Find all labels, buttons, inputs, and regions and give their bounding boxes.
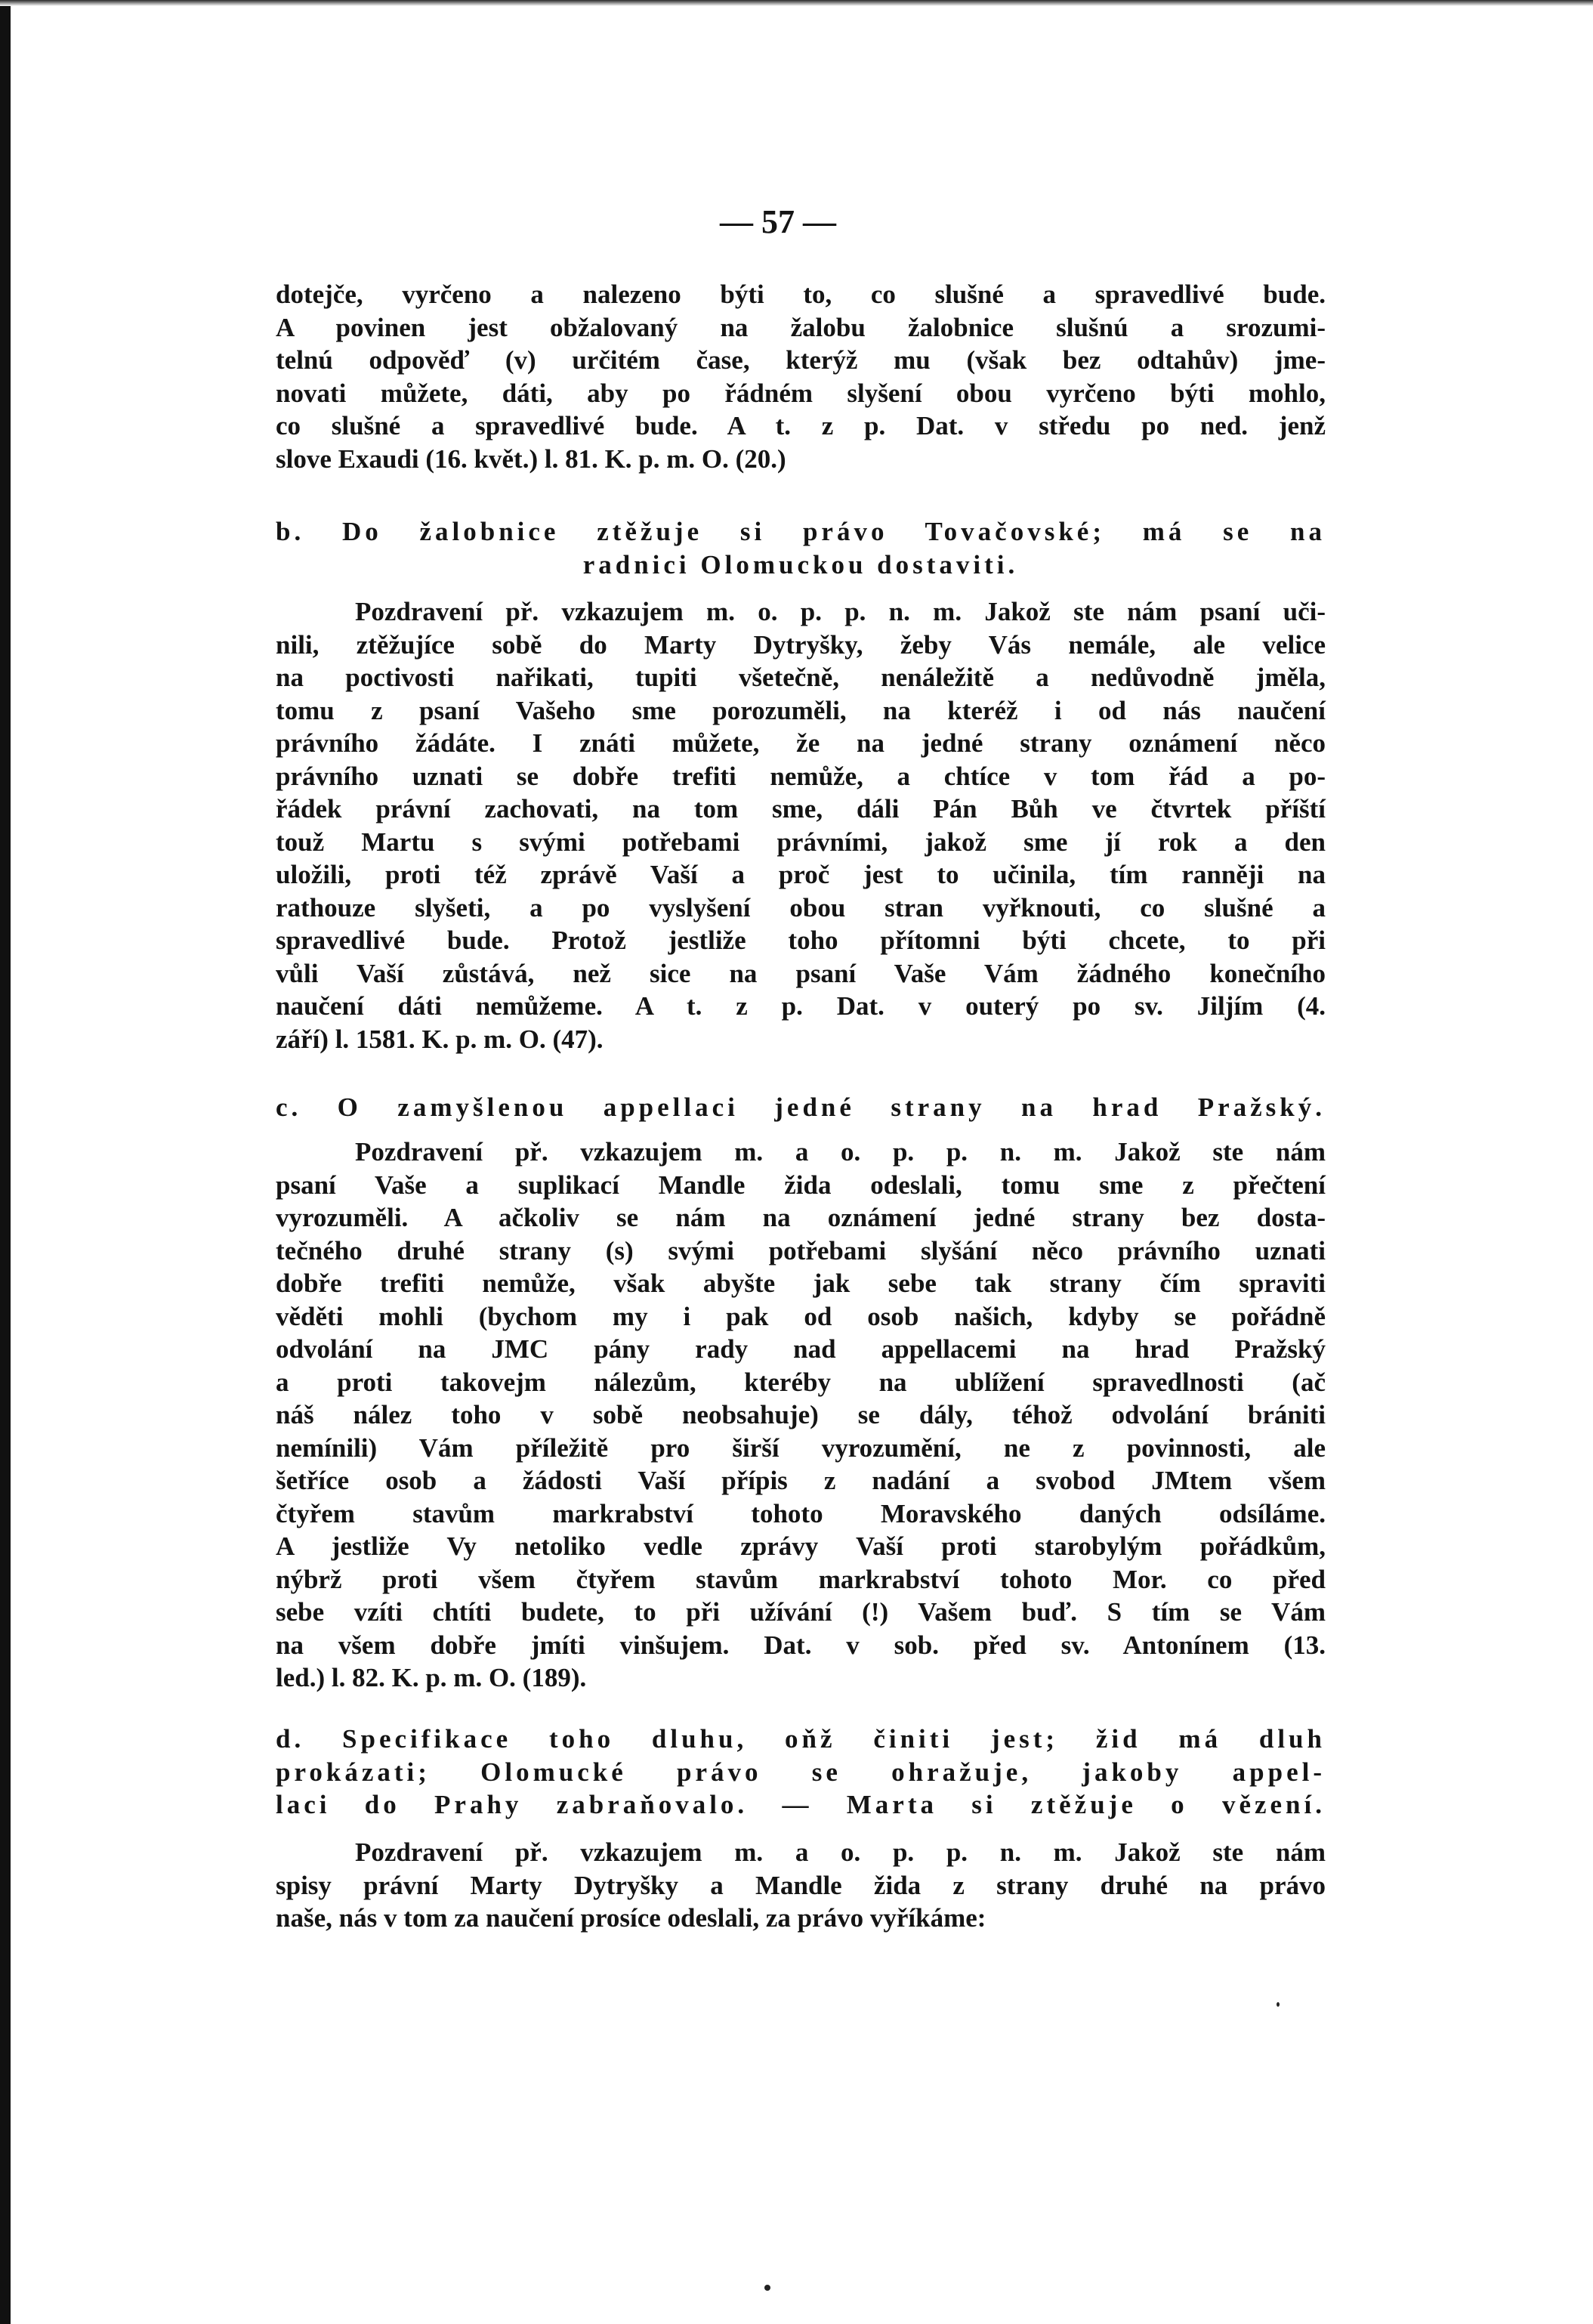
text-line: co slušné a spravedlivé bude. A t. z p. Dat. v středu po ned. jenž	[276, 411, 1326, 440]
text-line: vůli Vaší zůstává, než sice na psaní Vaše Vám žádného konečního	[276, 958, 1326, 988]
section-c-body	[276, 1136, 1326, 1695]
text-line: dotejče, vyrčeno a nalezeno býti to, co slušné a spravedlivé bude.	[276, 280, 1326, 309]
text-line: čtyřem stavům markrabství tohoto Moravského daných odsíláme.	[276, 1498, 1326, 1528]
heading-line: radnici Olomuckou dostaviti.	[582, 549, 1019, 579]
text-line: řádek právní zachovati, na tom sme, dáli Pán Bůh ve čtvrtek příští	[276, 794, 1326, 824]
text-line: A jestliže Vy netoliko vedle zprávy Vaší proti starobylým pořádkům,	[276, 1531, 1326, 1561]
text-line: nili, ztěžujíce sobě do Marty Dytryšky, žeby Vás nemále, ale velice	[276, 629, 1326, 660]
text-line: naučení dáti nemůžeme. A t. z p. Dat. v outerý po sv. Jiljím (4.	[276, 991, 1326, 1021]
section-c-heading	[276, 1091, 1326, 1124]
text-line: touž Martu s svými potřebami právními, jakož sme jí rok a den	[276, 827, 1326, 857]
text-line: naše, nás v tom za naučení prosíce odeslali, za právo vyříkáme:	[276, 1903, 986, 1933]
text-line: právního uznati se dobře trefiti nemůže, a chtíce v tom řád a po-	[276, 761, 1326, 791]
text-line: nýbrž proti všem čtyřem stavům markrabství tohoto Mor. co před	[276, 1564, 1326, 1594]
text-line: psaní Vaše a suplikací Mandle žida odeslali, tomu sme z přečtení	[276, 1170, 1326, 1200]
text-line: náš nález toho v sobě neobsahuje) se dály, téhož odvolání brániti	[276, 1400, 1326, 1429]
text-line: Pozdravení př. vzkazujem m. o. p. p. n. m. Jakož ste nám psaní uči-	[355, 597, 1326, 626]
heading-line: b. Do žalobnice ztěžuje si právo Tovačovské; má se na	[276, 517, 1326, 546]
text-line: Pozdravení př. vzkazujem m. a o. p. p. n. m. Jakož ste nám	[355, 1137, 1326, 1167]
section-b-body	[276, 595, 1326, 1055]
scan-speck	[764, 2285, 770, 2291]
scan-top-edge	[0, 0, 1593, 6]
text-line: spisy právní Marty Dytryšky a Mandle žida z strany druhé na právo	[276, 1870, 1326, 1900]
text-line: nemínili) Vám příležitě pro širší vyrozumění, ne z povinnosti, ale	[276, 1432, 1326, 1463]
scan-speck	[1277, 2002, 1280, 2007]
text-line: sebe vzíti chtíti budete, to při užívání (!) Vašem buď. S tím se Vám	[276, 1597, 1326, 1627]
text-line: spravedlivé bude. Protož jestliže toho přítomni býti chcete, to při	[276, 926, 1326, 955]
scan-left-edge	[0, 0, 11, 2324]
text-line: tomu z psaní Vašeho sme porozuměli, na kteréž i od nás naučení	[276, 695, 1326, 725]
text-line: právního žádáte. I znáti můžete, že na jedné strany oznámení něco	[276, 728, 1326, 758]
section-b-heading	[276, 515, 1326, 581]
text-line: Pozdravení př. vzkazujem m. a o. p. p. n. m. Jakož ste nám	[355, 1837, 1326, 1867]
heading-line: prokázati; Olomucké právo se ohražuje, jakoby appel-	[276, 1757, 1326, 1787]
section-d-heading	[276, 1723, 1326, 1822]
heading-line: c. O zamyšlenou appellaci jedné strany na hrad Pražský.	[276, 1092, 1326, 1122]
text-line: slove Exaudi (16. květ.) l. 81. K. p. m. O. (20.)	[276, 443, 786, 474]
text-line: a proti takovejm nálezům, kteréby na ublížení spravedlnosti (ač	[276, 1367, 1326, 1397]
section-d-body	[276, 1836, 1326, 1935]
text-line: odvolání na JMC pány rady nad appellacemi na hrad Pražský	[276, 1334, 1326, 1364]
text-line: tečného druhé strany (s) svými potřebami slyšání něco právního uznati	[276, 1235, 1326, 1266]
text-line: na poctivosti nařikati, tupiti všetečně, nenáležitě a nedůvodně jměla,	[276, 663, 1326, 692]
text-line: A povinen jest obžalovaný na žalobu žalobnice slušnú a srozumi-	[276, 312, 1326, 342]
text-line: novati můžete, dáti, aby po řádném slyšení obou vyrčeno býti mohlo,	[276, 378, 1326, 408]
text-line: telnú odpověď (v) určitém čase, kterýž mu (však bez odtahův) jme-	[276, 345, 1326, 375]
text-line: věděti mohli (bychom my i pak od osob našich, kdyby se pořádně	[276, 1301, 1326, 1331]
text-line: rathouze slyšeti, a po vyslyšení obou stran vyřknouti, co slušné a	[276, 892, 1326, 922]
text-line: uložili, proti též zprávě Vaší a proč jest to učinila, tím ranněji na	[276, 860, 1326, 889]
text-line: na všem dobře jmíti vinšujem. Dat. v sob. před sv. Antonínem (13.	[276, 1630, 1326, 1660]
intro-paragraph	[276, 278, 1326, 475]
text-line: dobře trefiti nemůže, však abyšte jak sebe tak strany čím spraviti	[276, 1269, 1326, 1298]
text-line: led.) l. 82. K. p. m. O. (189).	[276, 1663, 587, 1692]
text-line: šetříce osob a žádosti Vaší přípis z nadání a svobod JMtem všem	[276, 1466, 1326, 1495]
text-line: září) l. 1581. K. p. m. O. (47).	[276, 1024, 604, 1054]
page-number: — 57 —	[720, 203, 836, 240]
text-line: vyrozuměli. A ačkoliv se nám na oznámení jedné strany bez dosta-	[276, 1203, 1326, 1232]
heading-line: d. Specifikace toho dluhu, oňž činiti jest; žid má dluh	[276, 1724, 1326, 1754]
heading-line: laci do Prahy zabraňovalo. — Marta si ztěžuje o vězení.	[276, 1790, 1326, 1819]
